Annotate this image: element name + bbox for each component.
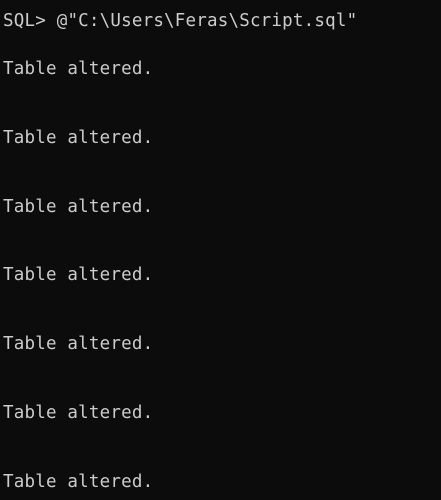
command-text: @"C:\Users\Feras\Script.sql"	[56, 11, 358, 31]
output-line: Table altered.	[3, 334, 154, 354]
output-line: Table altered.	[3, 472, 154, 492]
output-line: Table altered.	[3, 265, 154, 285]
sql-prompt: SQL>	[3, 11, 46, 31]
output-line: Table altered.	[3, 197, 154, 217]
output-line: Table altered.	[3, 403, 154, 423]
output-line: Table altered.	[3, 59, 154, 79]
output-line: Table altered.	[3, 128, 154, 148]
command-line[interactable]	[3, 11, 357, 31]
